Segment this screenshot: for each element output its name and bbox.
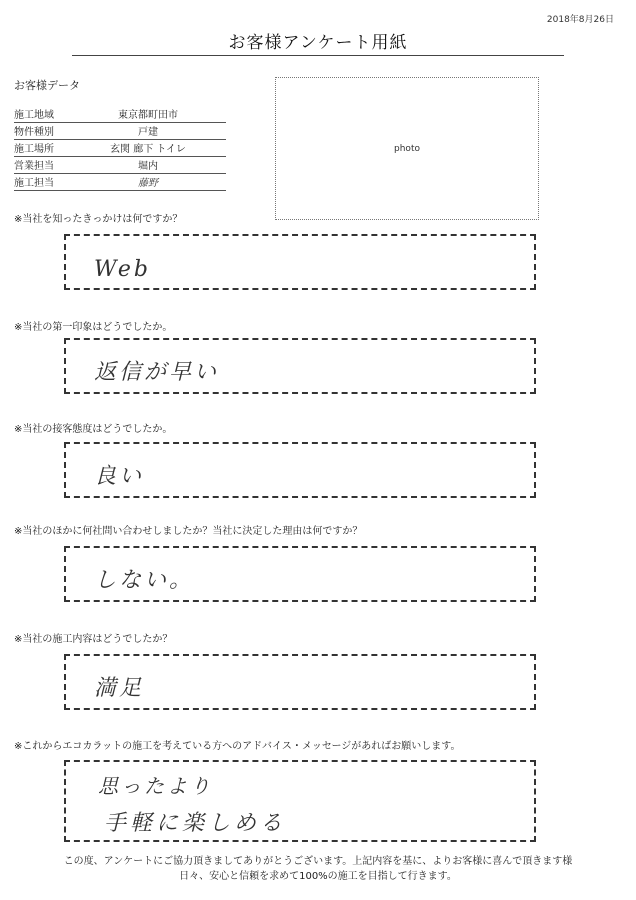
footer-message bbox=[0, 854, 636, 884]
answer-5-text: 満足 bbox=[94, 676, 145, 701]
customer-data-heading: お客様データ bbox=[14, 79, 80, 92]
customer-row-location bbox=[14, 140, 226, 157]
row-label: 物件種別 bbox=[14, 127, 54, 138]
answer-3-text: 良い bbox=[94, 464, 145, 489]
photo-placeholder bbox=[275, 77, 539, 220]
row-label: 施工場所 bbox=[14, 144, 54, 155]
page-title: お客様アンケート用紙 bbox=[72, 28, 564, 56]
question-5: ※当社の施工内容はどうでしたか？ bbox=[14, 634, 173, 645]
customer-row-property-type bbox=[14, 123, 226, 140]
answer-box-4 bbox=[64, 546, 536, 602]
answer-box-6 bbox=[64, 760, 536, 842]
row-value: 堀内 bbox=[138, 161, 158, 172]
row-label: 施工地域 bbox=[14, 110, 54, 121]
row-value: 玄関 廊下 トイレ bbox=[110, 144, 186, 155]
row-label: 営業担当 bbox=[14, 161, 54, 172]
footer-line-1: この度、アンケートにご協力頂きましてありがとうございます。上記内容を基に、よりお客様に喜んで頂きます様 bbox=[63, 856, 573, 867]
customer-row-installer bbox=[14, 174, 226, 191]
answer-box-1 bbox=[64, 234, 536, 290]
customer-row-sales-rep bbox=[14, 157, 226, 174]
row-value: 戸建 bbox=[138, 127, 158, 138]
answer-box-5 bbox=[64, 654, 536, 710]
answer-box-2 bbox=[64, 338, 536, 394]
customer-row-area bbox=[14, 106, 226, 123]
customer-data-table bbox=[14, 106, 226, 191]
survey-date: 2018年8月26日 bbox=[546, 15, 614, 25]
question-4: ※当社のほかに何社問い合わせしましたか？当社に決定した理由は何ですか？ bbox=[14, 526, 363, 537]
footer-line-2: 日々、安心と信頼を求めて100%の施工を目指して行きます。 bbox=[179, 871, 457, 882]
row-value: 東京都町田市 bbox=[118, 110, 178, 121]
question-3: ※当社の接客態度はどうでしたか。 bbox=[14, 424, 173, 435]
question-1: ※当社を知ったきっかけは何ですか？ bbox=[14, 214, 183, 225]
question-6: ※これからエコカラットの施工を考えている方へのアドバイス・メッセージがあればお願いします。 bbox=[14, 741, 461, 752]
answer-2-text: 返信が早い bbox=[94, 360, 220, 385]
installer-signature: 藤野 bbox=[138, 178, 158, 189]
answer-6-line-1: 思ったより bbox=[98, 774, 213, 798]
row-label: 施工担当 bbox=[14, 178, 54, 189]
photo-label: photo bbox=[394, 143, 420, 154]
answer-4-text: しない。 bbox=[94, 568, 195, 593]
answer-6-line-2: 手軽に楽しめる bbox=[104, 811, 287, 836]
question-2: ※当社の第一印象はどうでしたか。 bbox=[14, 322, 173, 333]
answer-box-3 bbox=[64, 442, 536, 498]
answer-1-text: Web bbox=[94, 257, 151, 282]
